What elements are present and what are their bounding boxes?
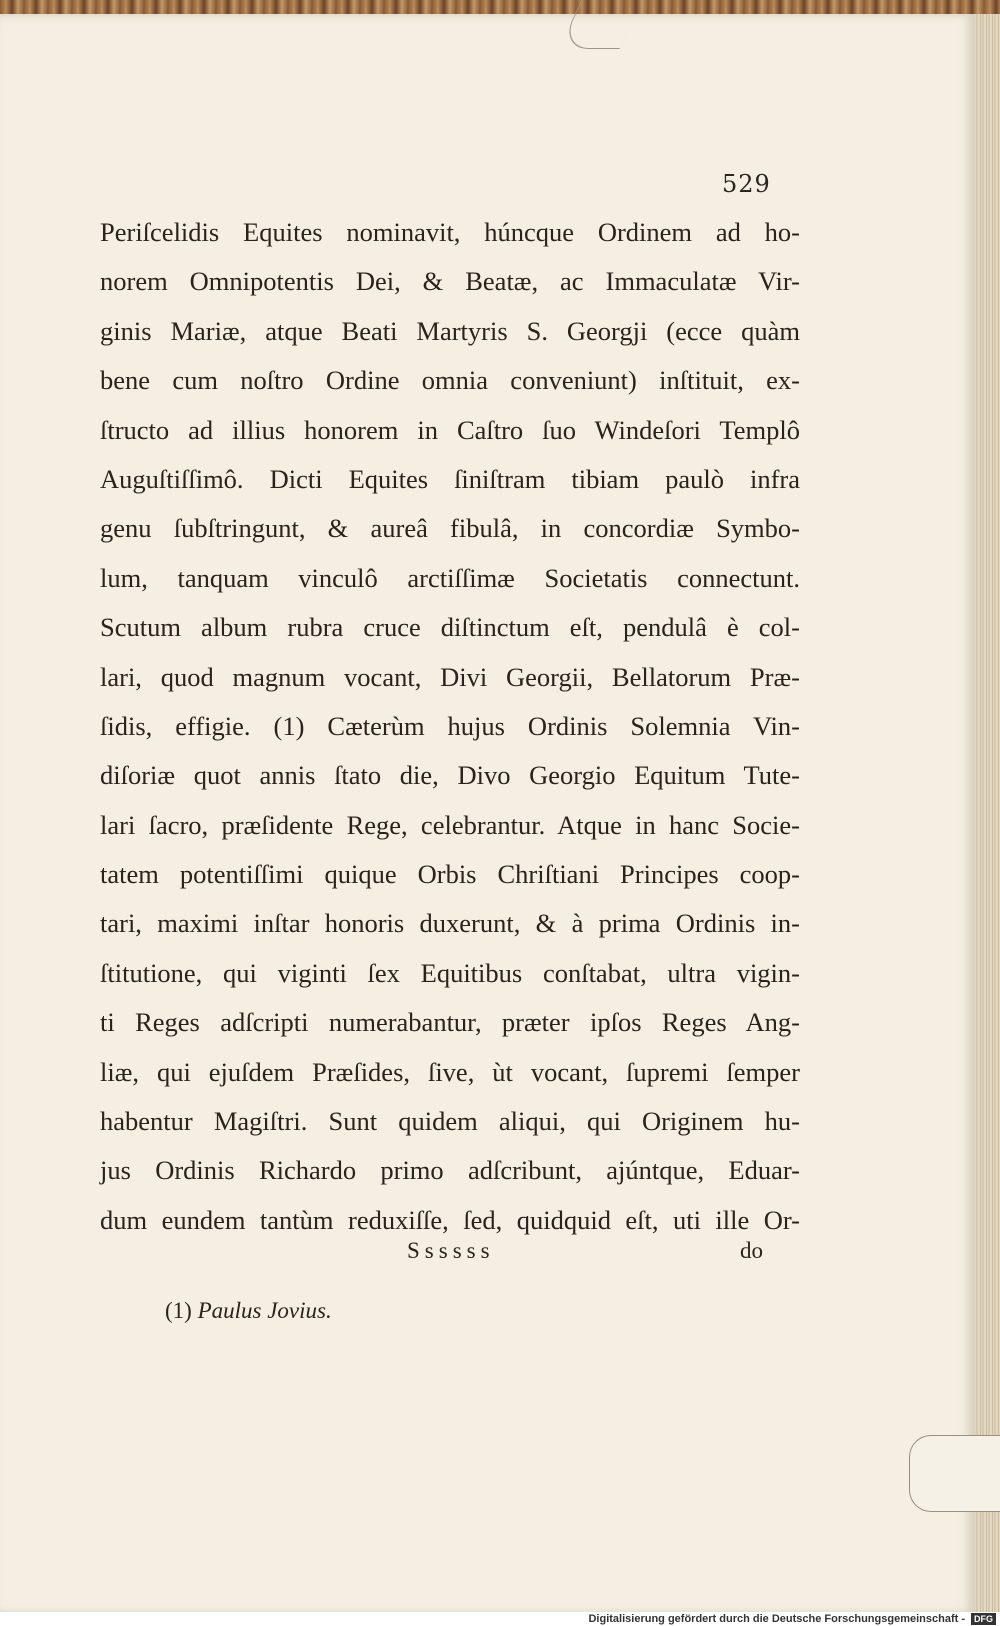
text-line: habentur Magiſtri. Sunt quidem aliqui, qui Originem hu- [100,1106,800,1137]
text-line: bene cum noſtro Ordine omnia conveniunt) inſtituit, ex- [100,365,800,396]
page-number: 529 [722,170,771,198]
text-line: ginis Mariæ, atque Beati Martyris S. Georgji (ecce quàm [100,315,800,346]
footnote [165,1298,332,1324]
text-line: norem Omnipotentis Dei, & Beatæ, ac Immaculatæ Vir- [100,266,800,297]
credit-text: Digitalisierung gefördert durch die Deutsche Forschungsgemeinschaft - [588,1613,965,1625]
text-line: lari ſacro, præſidente Rege, celebrantur. Atque in hanc Socie- [100,809,800,840]
text-line: genu ſubſtringunt, & aureâ fibulâ, in concordiæ Symbo- [100,513,800,544]
digitization-credit-bar [0,1612,1000,1626]
text-line: jus Ordinis Richardo primo adſcribunt, ajúntque, Eduar- [100,1155,800,1186]
signature-mark: Ssssss [407,1238,495,1263]
body-text [100,208,800,1245]
text-line: Auguſtiſſimô. Dicti Equites ſiniſtram tibiam paulò infra [100,463,800,494]
catchword: do [740,1238,763,1263]
text-line: ti Reges adſcripti numerabantur, præter ipſos Reges Ang- [100,1007,800,1038]
page-tab-marker [909,1435,1000,1512]
text-line: ſtitutione, qui viginti ſex Equitibus conſtabat, ultra vigin- [100,957,800,988]
text-line: liæ, qui ejuſdem Præſides, ſive, ùt vocant, ſupremi ſemper [100,1056,800,1087]
text-line: ſtructo ad illius honorem in Caſtro ſuo Windeſori Templô [100,414,800,445]
text-line: tari, maximi inſtar honoris duxerunt, & à prima Ordinis in- [100,908,800,939]
footnote-ref: (1) [165,1298,192,1323]
text-line: diſoriæ quot annis ſtato die, Divo Georgio Equitum Tute- [100,760,800,791]
text-line: tatem potentiſſimi quique Orbis Chriſtiani Principes coop- [100,859,800,890]
footnote-author: Paulus Jovius. [197,1298,332,1323]
text-line: lum, tanquam vinculô arctiſſimæ Societatis connectunt. [100,562,800,593]
text-line: lari, quod magnum vocant, Divi Georgii, Bellatorum Præ- [100,661,800,692]
page-edges [975,14,1000,1614]
text-line: Periſcelidis Equites nominavit, húncque Ordinem ad ho- [100,217,800,247]
text-line: Scutum album rubra cruce diſtinctum eſt, pendulâ è col- [100,612,800,643]
text-line: ſidis, effigie. (1) Cæterùm hujus Ordinis Solemnia Vin- [100,710,800,741]
text-line: dum eundem tantùm reduxiſſe, ſed, quidquid eſt, uti ille Or- [100,1204,800,1235]
dfg-logo: DFG [971,1613,996,1625]
